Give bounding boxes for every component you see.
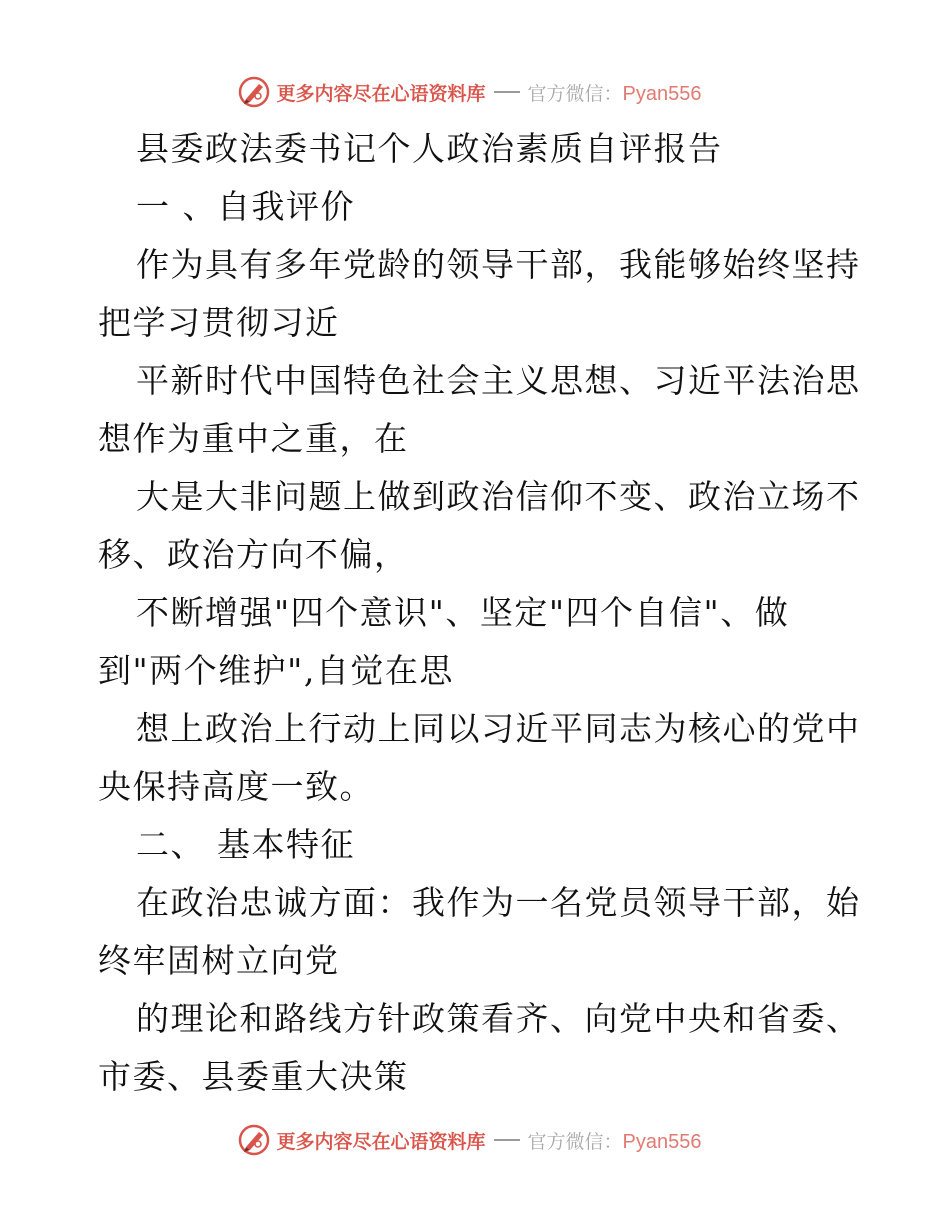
header-banner-wechat: Pyan556	[622, 82, 702, 105]
paragraph-line: 不断增强"四个意识"、坚定"四个自信"、做	[136, 593, 790, 632]
paragraph-line: 央保持高度一致。	[98, 767, 374, 806]
footer-banner-text: 更多内容尽在心语资料库	[276, 1130, 486, 1153]
paragraph-line: 把学习贯彻习近	[98, 303, 340, 342]
header-banner-inner	[237, 75, 702, 109]
header-banner-sub	[528, 79, 702, 106]
footer-banner-sub-label: 官方微信：	[527, 1130, 623, 1153]
section-heading-2: 二、 基本特征	[136, 825, 355, 864]
document-body	[98, 120, 861, 1106]
header-banner-text: 更多内容尽在心语资料库	[276, 82, 486, 105]
header-banner	[0, 72, 950, 112]
paragraph-line: 想作为重中之重，在	[98, 419, 409, 458]
red-pen-logo-icon	[237, 1123, 271, 1157]
paragraph-line: 的理论和路线方针政策看齐、向党中央和省委、	[136, 999, 861, 1038]
paragraph-line: 终牢固树立向党	[98, 941, 340, 980]
footer-banner	[0, 1120, 950, 1160]
paragraph-line: 到"两个维护",自觉在思	[98, 651, 454, 690]
red-pen-logo-icon	[237, 75, 271, 109]
footer-banner-inner	[237, 1123, 702, 1157]
footer-banner-wechat: Pyan556	[622, 1130, 702, 1153]
paragraph-line: 市委、县委重大决策	[98, 1057, 409, 1096]
footer-banner-sub	[528, 1127, 702, 1154]
paragraph-line: 大是大非问题上做到政治信仰不变、政治立场不	[136, 477, 861, 516]
footer-banner-dash	[494, 1139, 520, 1141]
paragraph-line: 平新时代中国特色社会主义思想、习近平法治思	[136, 361, 861, 400]
document-title: 县委政法委书记个人政治素质自评报告	[136, 129, 723, 168]
section-heading-1: 一 、自我评价	[136, 187, 355, 226]
paragraph-line: 在政治忠诚方面：我作为一名党员领导干部，始	[136, 883, 861, 922]
header-banner-dash	[494, 91, 520, 93]
header-banner-sub-label: 官方微信：	[527, 82, 623, 105]
paragraph-line: 移、政治方向不偏，	[98, 535, 409, 574]
paragraph-line: 作为具有多年党龄的领导干部，我能够始终坚持	[136, 245, 861, 284]
paragraph-line: 想上政治上行动上同以习近平同志为核心的党中	[136, 709, 861, 748]
